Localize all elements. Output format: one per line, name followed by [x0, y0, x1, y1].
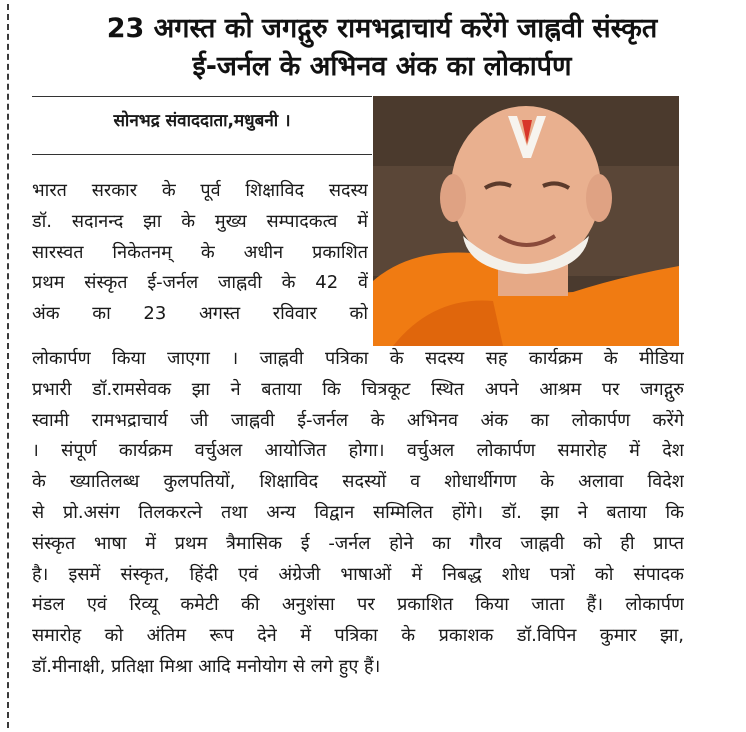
portrait-illustration: [373, 96, 679, 346]
body-line: संस्कृत भाषा में प्रथम त्रैमासिक ई -जर्नल होने का गौरव जाह्नवी को ही प्राप्त: [32, 532, 684, 554]
body-line: है। इसमें संस्कृत, हिंदी एवं अंग्रेजी भाषाओं में निबद्ध शोध पत्रों को संपादक: [32, 563, 684, 585]
headline-line-2: ई-जर्नल के अभिनव अंक का लोकार्पण: [192, 51, 572, 82]
article-body-wide: [32, 344, 684, 683]
article-body-narrow: [32, 176, 368, 330]
body-line: डॉ.मीनाक्षी, प्रतिक्षा मिश्रा आदि मनोयोग से लगे हुए हैं।: [32, 655, 381, 677]
body-line: भारत सरकार के पूर्व शिक्षाविद सदस्य: [32, 180, 368, 201]
headline-line-1: 23 अगस्त को जगद्गुरु रामभद्राचार्य करेंगे जाह्नवी संस्कृत: [106, 13, 658, 44]
body-line: स्वामी रामभद्राचार्य जी जाह्नवी ई-जर्नल के अभिनव अंक का लोकार्पण करेंगे: [32, 409, 684, 431]
body-line: लोकार्पण किया जाएगा । जाह्नवी पत्रिका के सदस्य सह कार्यक्रम के मीडिया: [32, 348, 684, 369]
body-line: प्रभारी डॉ.रामसेवक झा ने बताया कि चित्रकूट स्थित अपने आश्रम पर जगद्गुरु: [32, 378, 684, 400]
body-line: मंडल एवं रिव्यू कमेटी की अनुशंसा पर प्रकाशित किया जाता हैं। लोकार्पण: [32, 594, 684, 616]
body-line: के ख्यातिलब्ध कुलपतियों, शिक्षाविद सदस्यों व शोधार्थीगण के अलावा विदेश: [32, 471, 684, 493]
body-line: । संपूर्ण कार्यक्रम वर्चुअल आयोजित होगा। वर्चुअल लोकार्पण समारोह में देश: [32, 440, 684, 462]
byline: सोनभद्र संवाददाता,मधुबनी ।: [113, 111, 291, 131]
body-line: सारस्वत निकेतनम् के अधीन प्रकाशित: [32, 241, 368, 263]
body-line: से प्रो.असंग तिलकरत्ने तथा अन्य विद्वान सम्मिलित होंगे। डॉ. झा ने बताया कि: [32, 501, 684, 523]
article-photo: [373, 96, 679, 346]
body-line: प्रथम संस्कृत ई-जर्नल जाह्नवी के 42 वें: [32, 272, 368, 294]
body-line: डॉ. सदानन्द झा के मुख्य सम्पादकत्व में: [32, 210, 368, 232]
body-line: समारोह को अंतिम रूप देने में पत्रिका के प्रकाशक डॉ.विपिन कुमार झा,: [32, 625, 684, 647]
byline-rule-bottom: [32, 154, 372, 155]
byline-rule-top: [32, 96, 372, 97]
article-headline: [24, 10, 740, 86]
body-line: अंक का 23 अगस्त रविवार को: [32, 303, 368, 325]
column-divider: [7, 4, 9, 728]
